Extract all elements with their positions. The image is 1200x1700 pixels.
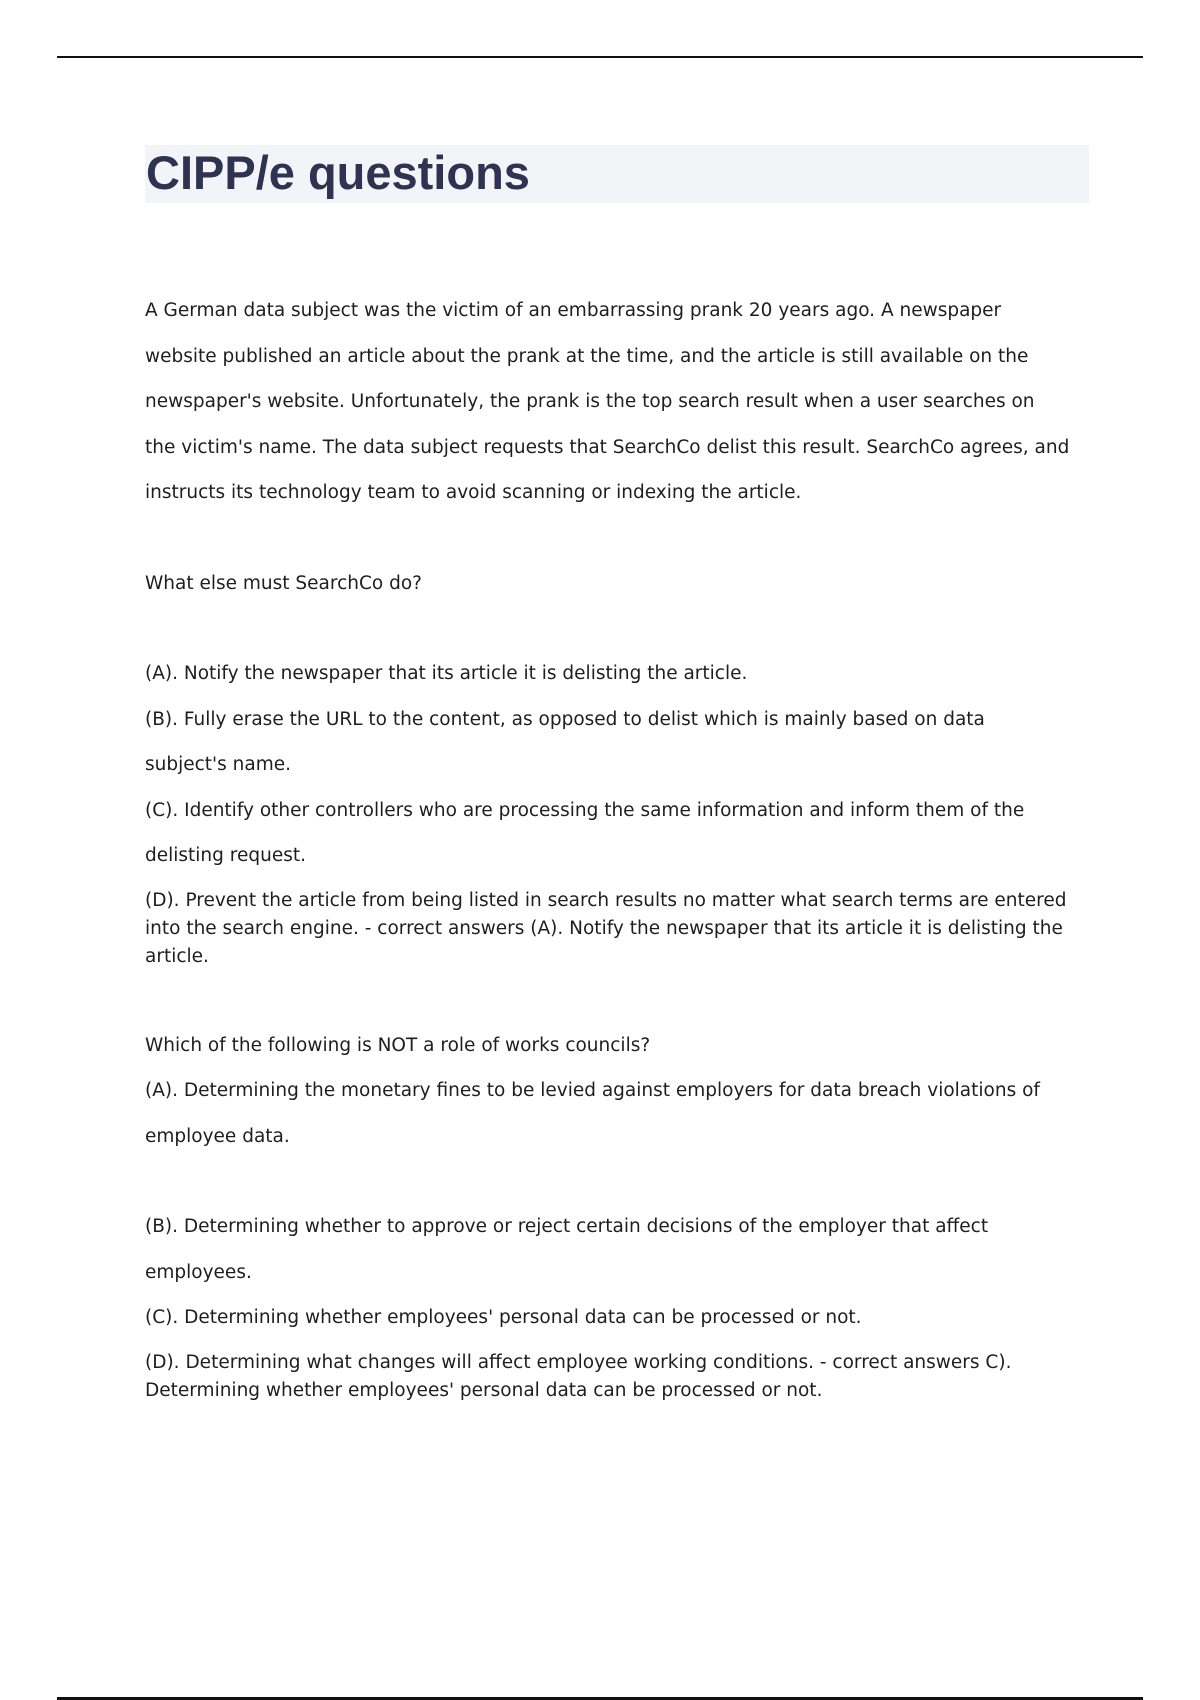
question-2-option-d-answer: (D). Determining what changes will affect employee working conditions. - correct answers C). Determining whether employees' personal data can be processed or not.	[145, 1351, 1012, 1401]
question-1-option-b: (B). Fully erase the URL to the content, as opposed to delist which is mainly based on data subject's name.	[145, 708, 985, 775]
question-1-option-d-answer: (D). Prevent the article from being listed in search results no matter what search terms are entered into the search engine. - correct answers (A). Notify the newspaper that its article it is delisting the article.	[145, 889, 1067, 967]
top-rule	[57, 56, 1143, 58]
question-2-option-c: (C). Determining whether employees' personal data can be processed or not.	[145, 1307, 862, 1328]
question-1-stem: A German data subject was the victim of an embarrassing prank 20 years ago. A newspaper website published an article about the prank at the time, and the article is still available on the newspaper's website. Unfortunately, the prank is the top search result when a user searches on the victim's name. The data subject requests that SearchCo delist this result. SearchCo agrees, and instructs its technology team to avoid scanning or indexing the article.	[145, 300, 1070, 503]
question-1	[145, 288, 1070, 971]
question-1-option-c: (C). Identify other controllers who are processing the same information and inform them of the delisting request.	[145, 799, 1025, 866]
question-2-stem: Which of the following is NOT a role of works councils?	[145, 1034, 651, 1056]
question-2	[145, 1023, 1070, 1405]
question-1-option-a: (A). Notify the newspaper that its article it is delisting the article.	[145, 663, 748, 684]
question-2-option-b: (B). Determining whether to approve or reject certain decisions of the employer that affect employees.	[145, 1216, 989, 1283]
question-2-option-a: (A). Determining the monetary fines to be levied against employers for data breach violations of employee data.	[145, 1080, 1040, 1147]
page-title: CIPP/e questions	[146, 146, 530, 199]
spacer	[145, 1159, 1070, 1204]
question-1-prompt: What else must SearchCo do?	[145, 572, 422, 594]
document-body	[145, 288, 1070, 1405]
